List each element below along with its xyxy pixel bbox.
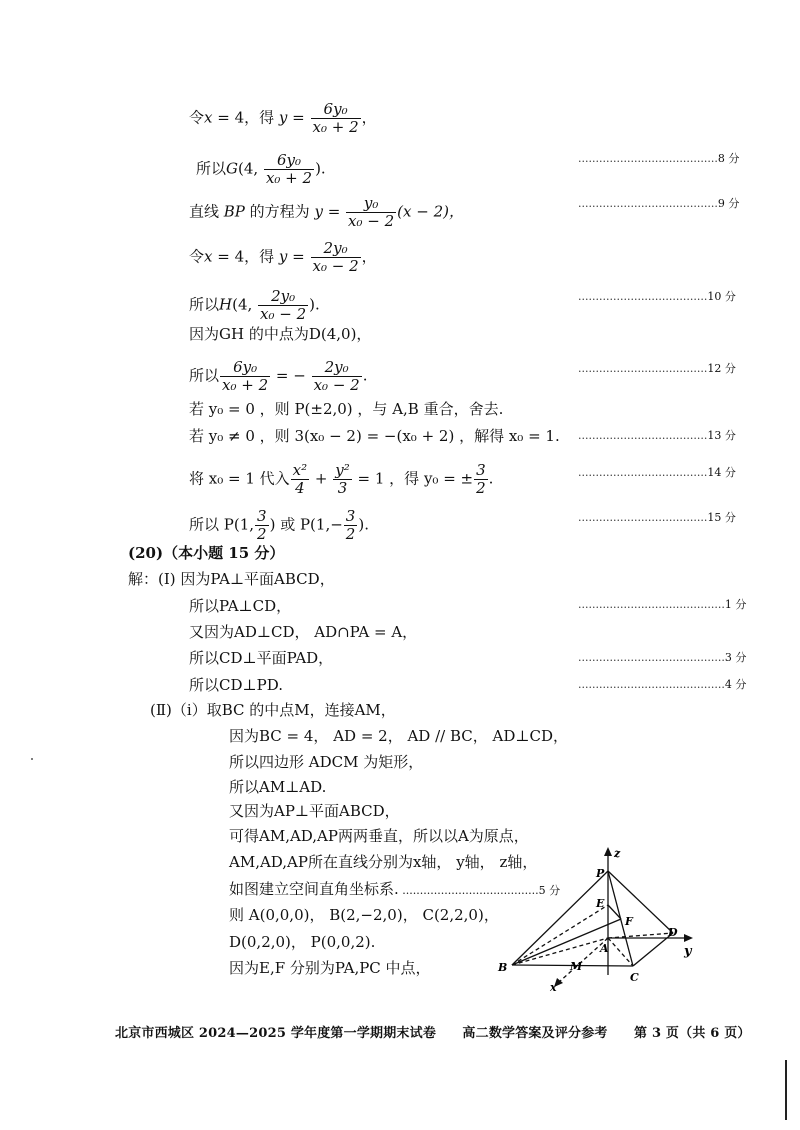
score-14 bbox=[578, 466, 736, 480]
label-F: F bbox=[625, 915, 633, 928]
z-arrow bbox=[604, 847, 612, 856]
part2-9 bbox=[229, 905, 499, 925]
text: BP bbox=[223, 202, 245, 221]
solution-2 bbox=[189, 596, 291, 616]
text: 若 y₀ ≠ 0 ，则 3(x₀ − 2) = −(x₀ + 2) ，解得 x₀ = 1. bbox=[189, 427, 560, 445]
fraction bbox=[346, 195, 396, 230]
text: 所以 P(1, bbox=[189, 515, 255, 534]
page-footer bbox=[115, 1022, 751, 1041]
denominator: x₀ + 2 bbox=[312, 118, 359, 136]
text: 又因为AD⊥CD， AD∩PA = A， bbox=[189, 623, 418, 641]
score-15 bbox=[578, 511, 736, 525]
text: y bbox=[278, 247, 288, 266]
line-9 bbox=[189, 426, 560, 446]
text: = bbox=[322, 202, 346, 221]
part2-6 bbox=[229, 826, 529, 846]
numerator: y₀ bbox=[346, 195, 396, 213]
score-12 bbox=[578, 362, 736, 376]
leader-dots: ..................................... bbox=[578, 466, 708, 479]
text: ， bbox=[361, 247, 377, 266]
score-3 bbox=[578, 651, 747, 665]
score-label: 4 分 bbox=[724, 678, 747, 691]
score-label: 14 分 bbox=[707, 466, 736, 479]
score-label: 10 分 bbox=[707, 290, 736, 303]
part2-10 bbox=[229, 932, 375, 952]
text: G bbox=[226, 159, 238, 178]
score-label: 5 分 bbox=[538, 884, 561, 897]
text: 所以 bbox=[196, 159, 227, 178]
line-8 bbox=[189, 399, 503, 419]
denominator: 4 bbox=[295, 479, 305, 497]
text: 因为BC = 4， AD = 2， AD // BC， AD⊥CD， bbox=[229, 727, 568, 745]
footer-text: 北京市西城区 2024—2025 学年度第一学期期末试卷 高二数学答案及评分参考 第 3 页（共 6 页） bbox=[115, 1026, 751, 1041]
denominator: x₀ − 2 bbox=[260, 305, 307, 323]
text: 因为E,F 分别为PA,PC 中点， bbox=[229, 959, 431, 977]
text: y bbox=[278, 108, 288, 127]
line-5 bbox=[189, 288, 320, 323]
part2-1 bbox=[150, 700, 396, 720]
edge-BE-dashed bbox=[512, 905, 608, 965]
text: D(0,2,0)， P(0,0,2). bbox=[229, 933, 376, 951]
numerator: 3 bbox=[476, 461, 486, 479]
text: ). bbox=[315, 159, 326, 178]
text: (4, bbox=[238, 159, 263, 178]
label-y: y bbox=[684, 944, 692, 959]
text: = bbox=[287, 108, 310, 127]
text: H bbox=[219, 295, 233, 314]
fraction bbox=[333, 462, 352, 497]
score-label: 8 分 bbox=[717, 152, 740, 165]
leader-dots: .......................................... bbox=[578, 651, 725, 664]
line-11 bbox=[189, 508, 369, 543]
text: (x − 2)， bbox=[397, 202, 464, 221]
text: 若 y₀ = 0 ，则 P(±2,0) ，与 A,B 重合，舍去. bbox=[189, 400, 504, 418]
line-10 bbox=[189, 462, 493, 497]
text: . bbox=[362, 366, 368, 385]
score-label: 12 分 bbox=[707, 362, 736, 375]
question-20-header bbox=[128, 543, 284, 563]
text: = 1 ，得 y₀ = ± bbox=[352, 469, 474, 488]
score-9 bbox=[578, 197, 740, 211]
y-arrow bbox=[684, 934, 693, 942]
text: 所以 bbox=[189, 295, 220, 314]
solution-5 bbox=[189, 675, 283, 695]
part2-2 bbox=[229, 726, 568, 746]
denominator: x₀ + 2 bbox=[265, 169, 313, 187]
denominator: 2 bbox=[345, 525, 356, 543]
text: ). bbox=[309, 295, 320, 314]
denominator: x₀ + 2 bbox=[222, 376, 269, 394]
numerator: 6y₀ bbox=[264, 152, 314, 170]
numerator: 3 bbox=[257, 507, 267, 525]
leader-dots: .......................................... bbox=[578, 598, 725, 611]
leader-dots: ..................................... bbox=[578, 511, 708, 524]
text: 如图建立空间直角坐标系. bbox=[229, 880, 399, 898]
score-label: 13 分 bbox=[707, 429, 736, 442]
denominator: x₀ − 2 bbox=[312, 257, 359, 275]
text: (4, bbox=[232, 295, 258, 314]
solution-4 bbox=[189, 648, 333, 668]
score-label: 9 分 bbox=[717, 197, 740, 210]
text: (20)（本小题 15 分） bbox=[128, 544, 285, 562]
fraction bbox=[255, 508, 269, 543]
text: 则 A(0,0,0)， B(2,−2,0)， C(2,2,0)， bbox=[229, 906, 499, 924]
line-3 bbox=[189, 195, 464, 230]
text: . bbox=[488, 469, 494, 488]
text: ) 或 P(1,− bbox=[269, 515, 343, 534]
fraction bbox=[258, 288, 308, 323]
line-7 bbox=[189, 359, 368, 394]
fraction bbox=[312, 359, 362, 394]
numerator: y² bbox=[335, 461, 350, 479]
numerator: 6y₀ bbox=[311, 101, 361, 119]
part2-3 bbox=[229, 752, 423, 772]
text: 所以CD⊥PD. bbox=[189, 676, 283, 694]
text: 所以CD⊥平面PAD， bbox=[189, 649, 334, 667]
score-8 bbox=[578, 152, 740, 166]
line-2 bbox=[196, 152, 326, 187]
leader-dots: ..................................... bbox=[578, 290, 708, 303]
text: 的方程为 bbox=[244, 202, 315, 221]
score-label: 1 分 bbox=[724, 598, 747, 611]
text: 所以 bbox=[189, 366, 220, 385]
label-A: A bbox=[600, 942, 609, 955]
fraction bbox=[264, 152, 314, 187]
text: = 4，得 bbox=[212, 247, 279, 266]
denominator: 2 bbox=[257, 525, 267, 543]
text: = 4，得 bbox=[212, 108, 279, 127]
fraction bbox=[311, 240, 361, 275]
numerator: 3 bbox=[345, 507, 356, 525]
label-z: z bbox=[614, 847, 621, 860]
label-M: M bbox=[570, 960, 583, 973]
denominator: 3 bbox=[337, 479, 348, 497]
label-E: E bbox=[596, 897, 605, 910]
edge-PD bbox=[608, 871, 673, 933]
part2-11 bbox=[229, 958, 431, 978]
line-4 bbox=[189, 240, 377, 275]
fraction bbox=[220, 359, 270, 394]
leader-dots: ..................................... bbox=[578, 429, 708, 442]
text: y bbox=[314, 202, 323, 221]
text: x bbox=[204, 108, 213, 127]
text: 所以AM⊥AD. bbox=[229, 778, 327, 796]
line-1 bbox=[189, 101, 377, 136]
pyramid-diagram bbox=[490, 845, 705, 995]
fraction bbox=[291, 462, 309, 497]
fraction bbox=[344, 508, 358, 543]
denominator: 2 bbox=[476, 479, 486, 497]
leader-dots: ........................................ bbox=[578, 152, 718, 165]
numerator: 2y₀ bbox=[312, 359, 362, 377]
solution-1 bbox=[128, 569, 335, 589]
label-x: x bbox=[550, 981, 557, 994]
text: 所以PA⊥CD， bbox=[189, 597, 292, 615]
text: (Ⅱ)（ⅰ）取BC 的中点M，连接AM， bbox=[150, 701, 396, 719]
score-10 bbox=[578, 290, 736, 304]
denominator: x₀ − 2 bbox=[313, 376, 360, 394]
solution-3 bbox=[189, 622, 417, 642]
score-label: 15 分 bbox=[707, 511, 736, 524]
numerator: x² bbox=[292, 461, 308, 479]
score-1 bbox=[578, 598, 747, 612]
scan-edge-line bbox=[785, 1060, 787, 1120]
edge-AD-dashed bbox=[608, 933, 673, 938]
label-C: C bbox=[630, 971, 639, 984]
leader-dots: ........................................ bbox=[578, 197, 718, 210]
score-13 bbox=[578, 429, 736, 443]
text: = − bbox=[271, 366, 311, 385]
numerator: 2y₀ bbox=[258, 288, 308, 306]
denominator: x₀ − 2 bbox=[348, 212, 395, 230]
text: 解：(Ⅰ) 因为PA⊥平面ABCD， bbox=[128, 570, 335, 588]
text: 所以四边形 ADCM 为矩形， bbox=[229, 753, 424, 771]
text: x bbox=[204, 247, 213, 266]
text: 又因为AP⊥平面ABCD， bbox=[229, 802, 400, 820]
score-4 bbox=[578, 678, 747, 692]
text: ). bbox=[358, 515, 369, 534]
scan-speck bbox=[31, 758, 33, 760]
text: + bbox=[310, 469, 333, 488]
text: ， bbox=[361, 108, 377, 127]
text: = bbox=[287, 247, 310, 266]
text: 因为GH 的中点为D(4,0)， bbox=[189, 325, 372, 343]
leader-dots: .......................................... bbox=[578, 678, 725, 691]
part2-4 bbox=[229, 777, 326, 797]
fraction bbox=[311, 101, 361, 136]
score-label: 3 分 bbox=[724, 651, 747, 664]
text: 令 bbox=[189, 247, 205, 266]
text: 可得AM,AD,AP两两垂直，所以以A为原点， bbox=[229, 827, 529, 845]
label-P: P bbox=[596, 867, 605, 880]
leader-dots: ..................................... bbox=[578, 362, 708, 375]
text: 令 bbox=[189, 108, 205, 127]
line-6 bbox=[189, 324, 371, 344]
text: 将 x₀ = 1 代入 bbox=[189, 469, 290, 488]
numerator: 6y₀ bbox=[220, 359, 270, 377]
part2-5 bbox=[229, 801, 400, 821]
text: 直线 bbox=[189, 202, 224, 221]
label-D: D bbox=[668, 926, 678, 939]
text: AM,AD,AP所在直线分别为x轴， y轴， z轴， bbox=[229, 853, 538, 871]
numerator: 2y₀ bbox=[311, 240, 361, 258]
fraction bbox=[474, 462, 488, 497]
label-B: B bbox=[498, 961, 508, 974]
leader-dots: ....................................... bbox=[398, 884, 539, 897]
